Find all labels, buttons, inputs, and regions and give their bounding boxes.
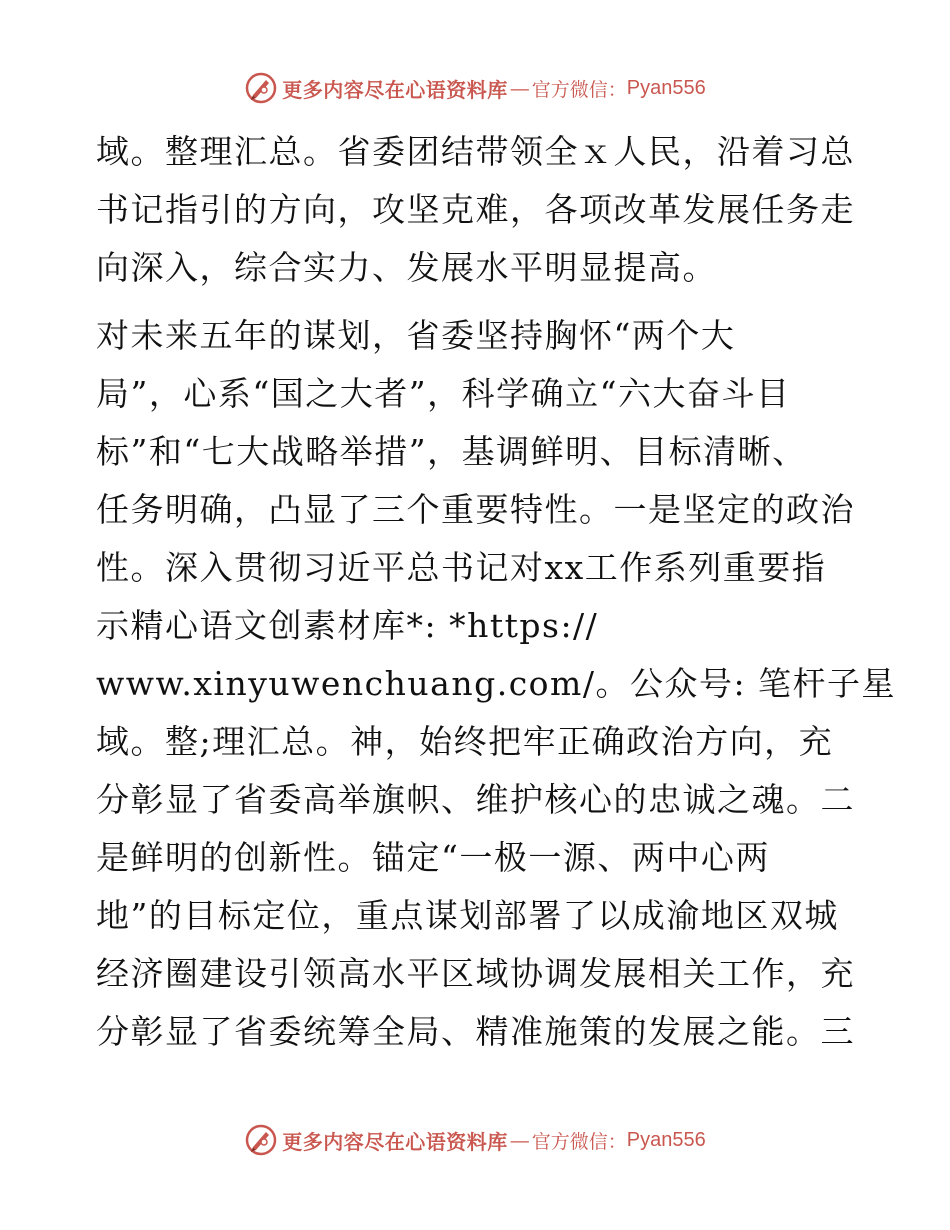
text-line: 向深入，综合实力、发展水平明显提高。 <box>96 248 717 287</box>
banner-wechat-id: Pyan556 <box>626 1128 706 1151</box>
paragraph-2 <box>96 307 897 1061</box>
banner-separator: — <box>509 1128 530 1152</box>
text-line: 分彰显了省委高举旗帜、维护核心的忠诚之魂。二 <box>96 780 855 819</box>
banner-wechat-label: 官方微信： <box>531 78 627 101</box>
paragraph-1 <box>96 123 856 297</box>
brand-logo-icon <box>244 1123 278 1157</box>
text-line: 是鲜明的创新性。锚定“一极一源、两中心两 <box>96 838 770 877</box>
footer-banner <box>0 1120 950 1160</box>
text-line: 域。整理汇总。省委团结带领全ｘ人民，沿着习总 <box>96 132 855 171</box>
text-line: 性。深入贯彻习近平总书记对xx工作系列重要指 <box>96 548 827 587</box>
banner-wechat-id: Pyan556 <box>626 76 706 99</box>
text-line: 示精心语文创素材库*: *https:// <box>96 606 599 645</box>
banner-text: 更多内容尽在心语资料库 <box>282 77 508 102</box>
text-line: 书记指引的方向，攻坚克难，各项改革发展任务走 <box>96 190 855 229</box>
brand-logo-icon <box>244 71 278 105</box>
text-line: 经济圈建设引领高水平区域协调发展相关工作，充 <box>96 954 855 993</box>
header-banner <box>0 68 950 108</box>
text-line: 域。整;理汇总。神，始终把牢正确政治方向，充 <box>96 722 834 761</box>
text-line: 对未来五年的谋划，省委坚持胸怀“两个大 <box>96 316 736 355</box>
banner-wechat-label: 官方微信： <box>531 1130 627 1153</box>
text-line: 地”的目标定位，重点谋划部署了以成渝地区双城 <box>96 896 839 935</box>
text-line: www.xinyuwenchuang.com/。公众号: 笔杆子星 <box>96 664 897 703</box>
text-line: 分彰显了省委统筹全局、精准施策的发展之能。三 <box>96 1012 855 1051</box>
text-line: 任务明确，凸显了三个重要特性。一是坚定的政治 <box>96 490 855 529</box>
banner-separator: — <box>509 76 530 100</box>
document-body <box>96 123 897 1061</box>
text-line: 标”和“七大战略举措”，基调鲜明、目标清晰、 <box>96 432 807 471</box>
banner-text: 更多内容尽在心语资料库 <box>282 1129 508 1154</box>
text-line: 局”，心系“国之大者”，科学确立“六大奋斗目 <box>96 374 791 413</box>
